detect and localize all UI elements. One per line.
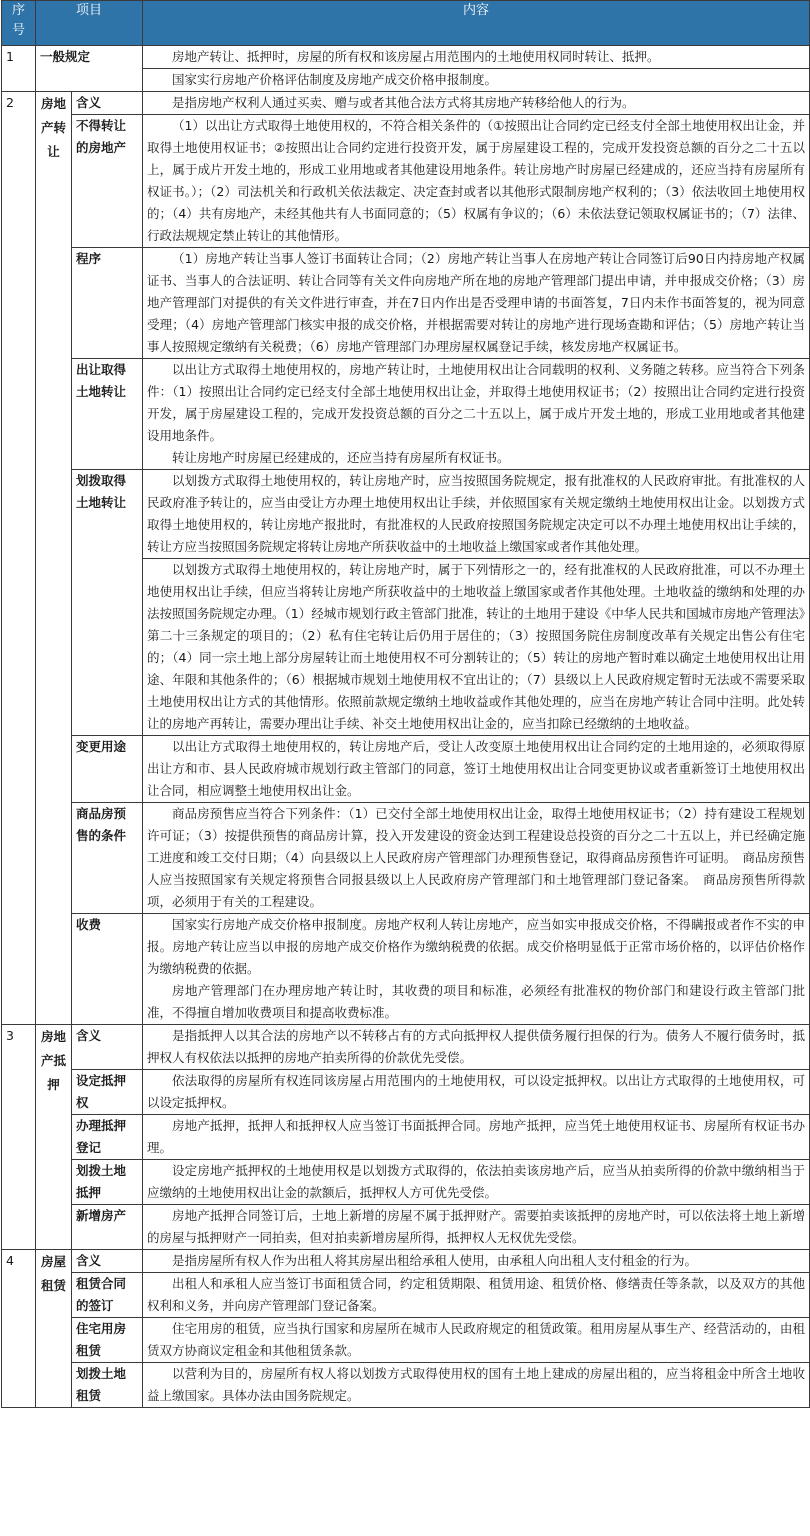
sub-item: 设定抵押权: [72, 1070, 143, 1115]
sub-item: 含义: [72, 1250, 143, 1273]
sub-item: 新增房产: [72, 1205, 143, 1250]
section-category: 一般规定: [36, 46, 143, 92]
table-row: [2, 736, 810, 803]
table-row: [2, 248, 810, 359]
table-row: [2, 1250, 810, 1273]
header-item: 项目: [36, 1, 143, 46]
content-cell: 设定房地产抵押权的土地使用权是以划拨方式取得的，依法拍卖该房地产后，应当从拍卖所得的价款中缴纳相当于应缴纳的土地使用权出让金的款额后，抵押权人方可优先受偿。: [143, 1160, 810, 1205]
content-cell: [143, 914, 810, 1025]
sub-item: 不得转让的房地产: [72, 115, 143, 248]
content-cell: 房地产转让、抵押时，房屋的所有权和该房屋占用范围内的土地使用权同时转让、抵押。: [143, 46, 810, 69]
table-row: [2, 1318, 810, 1363]
content-paragraph: 以出让方式取得土地使用权的，房地产转让时，土地使用权出让合同载明的权利、义务随之转移。应当符合下列条件：（1）按照出让合同约定已经支付全部土地使用权出让金，并取得土地使用权证书；（2）按照出让合同约定进行投资开发，属于房屋建设工程的，完成开发投资总额的百分之二十五以上，属于成片开发土地的，形成工业用地或者其他建设用地条件。: [147, 362, 806, 443]
content-cell: 以划拨方式取得土地使用权的，转让房地产时，应当按照国务院规定，报有批准权的人民政府审批。有批准权的人民政府准予转让的，应当由受让方办理土地使用权出让手续，并依照国家有关规定缴纳土地使用权出让金。以划拨方式取得土地使用权的，转让房地产报批时，有批准权的人民政府按照国务院规定决定可以不办理土地使用权出让手续的，转让方应当按照国务院规定将转让房地产所获收益中的土地收益上缴国家或者作其他处理。: [143, 470, 810, 559]
sub-item: 住宅用房租赁: [72, 1318, 143, 1363]
content-cell: 房地产抵押，抵押人和抵押权人应当签订书面抵押合同。房地产抵押，应当凭土地使用权证书、房屋所有权证书办理。: [143, 1115, 810, 1160]
section-number: 4: [2, 1250, 36, 1408]
content-cell: 以出让方式取得土地使用权的，转让房地产后，受让人改变原土地使用权出让合同约定的土地用途的，必须取得原出让方和市、县人民政府城市规划行政主管部门的同意，签订土地使用权出让合同变更协议或者重新签订土地使用权出让合同，相应调整土地使用权出让金。: [143, 736, 810, 803]
sub-item: 商品房预售的条件: [72, 803, 143, 914]
content-paragraph: 国家实行房地产成交价格申报制度。房地产权利人转让房地产，应当如实申报成交价格，不得瞒报或者作不实的申报。房地产转让应当以申报的房地产成交价格作为缴纳税费的依据。成交价格明显低于正常市场价格的，以评估价格作为缴纳税费的依据。: [147, 917, 806, 976]
content-cell: 以划拨方式取得土地使用权的，转让房地产时，属于下列情形之一的，经有批准权的人民政府批准，可以不办理土地使用权出让手续，但应当将转让房地产所获收益中的土地收益上缴国家或者作其他处理。土地收益的缴纳和处理的办法按照国务院规定办理。（1）经城市规划行政主管部门批准，转让的土地用于建设《中华人民共和国城市房地产管理法》第二十三条规定的项目的；（2）私有住宅转让后仍用于居住的；（3）按照国务院住房制度改革有关规定出售公有住宅的；（4）同一宗土地上部分房屋转让而土地使用权不可分割转让的；（5）转让的房地产暂时难以确定土地使用权出让用途、年限和其他条件的；（6）根据城市规划土地使用权不宜出让的；（7）县级以上人民政府规定暂时无法或不需要采取土地使用权出让方式的其他情形。依照前款规定缴纳土地收益或作其他处理的，应当在房地产转让合同中注明。此处转让的房地产再转让，需要办理出让手续、补交土地使用权出让金的，应当扣除已经缴纳的土地收益。: [143, 559, 810, 736]
section-number: 2: [2, 92, 36, 1025]
header-row: [2, 1, 810, 46]
table-row: [2, 92, 810, 115]
table-row: [2, 1160, 810, 1205]
content-cell: 依法取得的房屋所有权连同该房屋占用范围内的土地使用权，可以设定抵押权。以出让方式取得的土地使用权，可以设定抵押权。: [143, 1070, 810, 1115]
regulation-table: [1, 0, 810, 1408]
table-row: [2, 1273, 810, 1318]
table-row: [2, 1115, 810, 1160]
table-row: [2, 1070, 810, 1115]
table-row: [2, 1363, 810, 1408]
sub-item: 租赁合同的签订: [72, 1273, 143, 1318]
content-cell: 是指房屋所有权人作为出租人将其房屋出租给承租人使用，由承租人向出租人支付租金的行为。: [143, 1250, 810, 1273]
sub-item: 程序: [72, 248, 143, 359]
table-row: [2, 1025, 810, 1070]
sub-item: 划拨土地抵押: [72, 1160, 143, 1205]
table-row: [2, 470, 810, 559]
sub-item: 出让取得土地转让: [72, 359, 143, 470]
sub-item: 变更用途: [72, 736, 143, 803]
sub-item: 收费: [72, 914, 143, 1025]
content-cell: 是指抵押人以其合法的房地产以不转移占有的方式向抵押权人提供债务履行担保的行为。债务人不履行债务时，抵押权人有权依法以抵押的房地产拍卖所得的价款优先受偿。: [143, 1025, 810, 1070]
section-number: 1: [2, 46, 36, 92]
content-cell: 房地产抵押合同签订后，土地上新增的房屋不属于抵押财产。需要拍卖该抵押的房地产时，可以依法将土地上新增的房屋与抵押财产一同拍卖，但对拍卖新增房屋所得，抵押权人无权优先受偿。: [143, 1205, 810, 1250]
content-cell: [143, 359, 810, 470]
section-category: 房屋租赁: [36, 1250, 72, 1408]
table-row: [2, 46, 810, 69]
table-row: [2, 359, 810, 470]
content-cell: 住宅用房的租赁，应当执行国家和房屋所在城市人民政府规定的租赁政策。租用房屋从事生产、经营活动的，由租赁双方协商议定租金和其他租赁条款。: [143, 1318, 810, 1363]
content-cell: 商品房预售应当符合下列条件：（1）已交付全部土地使用权出让金，取得土地使用权证书；（2）持有建设工程规划许可证；（3）按提供预售的商品房计算，投入开发建设的资金达到工程建设总投资的百分之二十五以上，并已经确定施工进度和竣工交付日期；（4）向县级以上人民政府房产管理部门办理预售登记，取得商品房预售许可证明。 商品房预售人应当按照国家有关规定将预售合同报县级以上人民政府房产管理部门和土地管理部门登记备案。 商品房预售所得款项，必须用于有关的工程建设。: [143, 803, 810, 914]
section-category: 房地产抵押: [36, 1025, 72, 1250]
table-row: [2, 914, 810, 1025]
content-cell: 以营利为目的，房屋所有权人将以划拨方式取得使用权的国有土地上建成的房屋出租的，应当将租金中所含土地收益上缴国家。具体办法由国务院规定。: [143, 1363, 810, 1408]
section-number: 3: [2, 1025, 36, 1250]
header-content: 内容: [143, 1, 810, 46]
content-cell: 是指房地产权利人通过买卖、赠与或者其他合法方式将其房地产转移给他人的行为。: [143, 92, 810, 115]
sub-item: 含义: [72, 92, 143, 115]
sub-item: 含义: [72, 1025, 143, 1070]
table-row: [2, 803, 810, 914]
content-cell: （1）以出让方式取得土地使用权的，不符合相关条件的（①按照出让合同约定已经支付全部土地使用权出让金，并取得土地使用权证书；②按照出让合同约定进行投资开发，属于房屋建设工程的，完成开发投资总额的百分之二十五以上，属于成片开发土地的，形成工业用地或者其他建设用地条件。转让房地产时房屋已经建成的，还应当持有房屋所有权证书。）；（2）司法机关和行政机关依法裁定、决定查封或者以其他形式限制房地产权利的；（3）依法收回土地使用权的；（4）共有房地产，未经其他共有人书面同意的；（5）权属有争议的；（6）未依法登记领取权属证书的；（7）法律、行政法规规定禁止转让的其他情形。: [143, 115, 810, 248]
section-category: 房地产转让: [36, 92, 72, 1025]
content-cell: （1）房地产转让当事人签订书面转让合同；（2）房地产转让当事人在房地产转让合同签订后90日内持房地产权属证书、当事人的合法证明、转让合同等有关文件向房地产所在地的房地产管理部门提出申请，并申报成交价格；（3）房地产管理部门对提供的有关文件进行审查，并在7日内作出是否受理申请的书面答复，7日内未作书面答复的，视为同意受理；（4）房地产管理部门核实申报的成交价格，并根据需要对转让的房地产进行现场查勘和评估；（5）房地产转让当事人按照规定缴纳有关税费；（6）房地产管理部门办理房屋权属登记手续，核发房地产权属证书。: [143, 248, 810, 359]
table-row: [2, 115, 810, 248]
header-seq: 序号: [2, 1, 36, 46]
sub-item: 划拨取得土地转让: [72, 470, 143, 736]
content-cell: 国家实行房地产价格评估制度及房地产成交价格申报制度。: [143, 69, 810, 92]
sub-item: 办理抵押登记: [72, 1115, 143, 1160]
content-cell: 出租人和承租人应当签订书面租赁合同，约定租赁期限、租赁用途、租赁价格、修缮责任等条款，以及双方的其他权利和义务，并向房产管理部门登记备案。: [143, 1273, 810, 1318]
content-paragraph: 转让房地产时房屋已经建成的，还应当持有房屋所有权证书。: [172, 450, 510, 465]
table-row: [2, 1205, 810, 1250]
sub-item: 划拨土地租赁: [72, 1363, 143, 1408]
content-paragraph: 房地产管理部门在办理房地产转让时，其收费的项目和标准，必须经有批准权的物价部门和建设行政主管部门批准，不得擅自增加收费项目和提高收费标准。: [147, 983, 806, 1020]
